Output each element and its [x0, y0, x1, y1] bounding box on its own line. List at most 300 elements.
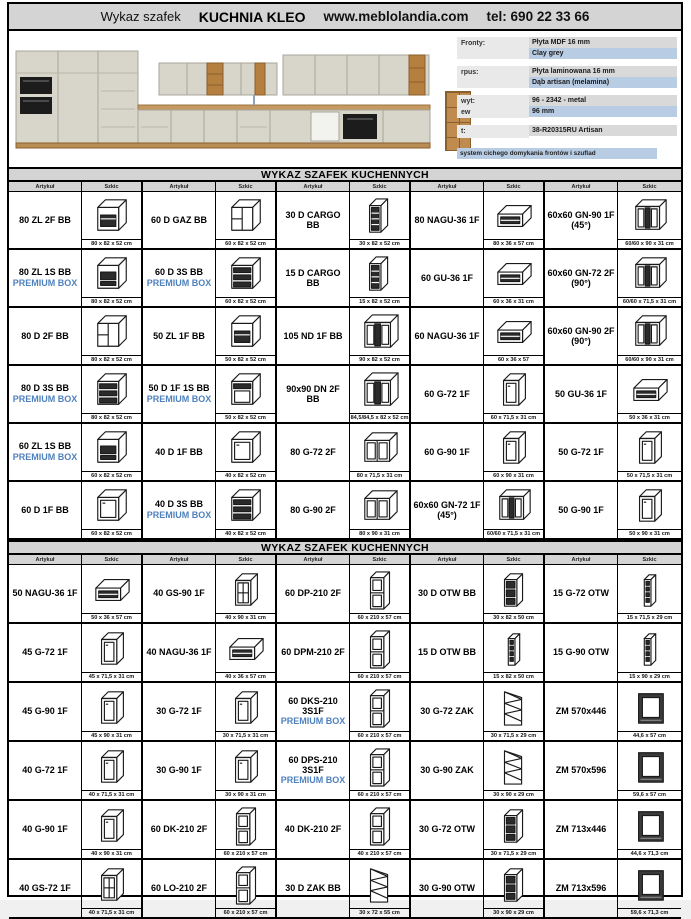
corner-cabinet-icon: [618, 192, 681, 239]
article-cell: [277, 742, 350, 799]
article-cell: [545, 624, 618, 681]
table-row: [9, 801, 681, 860]
top-block: [9, 31, 681, 167]
dimensions-label: 80 x 82 x 52 cm: [82, 297, 141, 306]
article-cell: [545, 250, 618, 306]
dimensions-label: 15 x 82 x 52 cm: [350, 297, 409, 306]
dimensions-label: 30 x 72 x 55 cm: [350, 908, 409, 917]
dimensions-label: 50 x 90 x 31 cm: [618, 529, 681, 538]
article-cell: [411, 192, 484, 248]
section-title: WYKAZ SZAFEK KUCHENNYCH: [9, 540, 681, 555]
article-cell: [143, 860, 216, 917]
article-cell: [277, 192, 350, 248]
article-name: 60 DP-210 2F: [284, 588, 342, 599]
soft-close-note: system cichego domykania frontów i szuflad: [457, 148, 657, 159]
article-name: 40 GS-72 1F: [19, 883, 71, 894]
article-name: 60x60 GN-72 2F (90°): [547, 267, 615, 288]
dimensions-label: 60 x 210 x 57 cm: [216, 849, 275, 858]
website-text: www.meblolandia.com: [323, 9, 469, 24]
dimensions-label: 59,6 x 57 cm: [618, 790, 681, 799]
spec-row-uchwyt: [457, 95, 679, 118]
sketch-cell: [82, 366, 143, 422]
cornerbase-cabinet-icon: [350, 366, 409, 413]
dimensions-label: 59,6 x 71,3 cm: [618, 908, 681, 917]
kitchen-render-image: [11, 33, 451, 165]
wall-cabinet-icon: [618, 482, 681, 529]
premium-box-label: PREMIUM BOX: [146, 509, 212, 520]
corner-cabinet-icon: [484, 482, 543, 529]
column-header-sketch: Szkic: [618, 555, 681, 564]
article-cell: [143, 801, 216, 858]
zak-cabinet-icon: [484, 742, 543, 790]
sketch-cell: [350, 683, 411, 740]
sketch-cell: [350, 308, 411, 364]
article-cell: [9, 366, 82, 422]
glass-cabinet-icon: [82, 860, 141, 908]
low-cabinet-icon: [618, 366, 681, 413]
spec-table: [457, 37, 679, 159]
premium-box-label: PREMIUM BOX: [12, 393, 78, 404]
frame-cabinet-icon: [618, 683, 681, 731]
article-cell: [277, 624, 350, 681]
sketch-cell: [82, 683, 143, 740]
article-name: 15 G-72 OTW: [552, 588, 609, 599]
dimensions-label: 40 x 71,5 x 31 cm: [82, 790, 141, 799]
sketch-cell: [618, 742, 681, 799]
sketch-cell: [82, 801, 143, 858]
premium-box-label: PREMIUM BOX: [146, 277, 212, 288]
article-name: 30 G-90 OTW: [418, 883, 475, 894]
spec-row-korpus: [457, 66, 679, 88]
article-cell: [545, 565, 618, 622]
sketch-cell: [484, 624, 545, 681]
sketch-cell: [350, 565, 411, 622]
tall-cabinet-icon: [350, 742, 409, 790]
article-name: 60 DPM-210 2F: [281, 647, 345, 658]
dimensions-label: 30 x 82 x 50 cm: [484, 613, 543, 622]
sketch-cell: [484, 801, 545, 858]
article-cell: [411, 308, 484, 364]
spec-value: 96 - 2342 - metal: [529, 95, 677, 106]
sketch-cell: [618, 565, 681, 622]
document-header: [9, 4, 681, 31]
otwthin-cabinet-icon: [618, 565, 681, 613]
wall-cabinet-icon: [484, 366, 543, 413]
sink-cabinet-icon: [82, 192, 141, 239]
article-name: 60 DPS-210 3S1F: [288, 754, 338, 776]
sink-cabinet-icon: [216, 308, 275, 355]
dimensions-label: 60 x 210 x 57 cm: [350, 731, 409, 740]
column-header-sketch: Szkic: [618, 182, 681, 191]
article-cell: [277, 683, 350, 740]
article-name: ZM 570x446: [555, 706, 607, 717]
tall-cabinet-icon: [350, 683, 409, 731]
sketch-cell: [484, 192, 545, 248]
dimensions-label: 84,5/84,5 x 82 x 52 cm: [350, 415, 409, 421]
sketch-cell: [350, 366, 411, 422]
sketch-cell: [216, 742, 277, 799]
dimensions-label: 40 x 82 x 52 cm: [216, 529, 275, 538]
article-name: 80 ZL 2F BB: [19, 214, 71, 225]
article-name: 50 G-72 1F: [558, 446, 604, 457]
table-row: [9, 482, 681, 540]
zak-cabinet-icon: [350, 860, 409, 908]
dimensions-label: 30 x 71,5 x 31 cm: [216, 731, 275, 740]
article-cell: [143, 192, 216, 248]
sketch-cell: [350, 192, 411, 248]
base-cabinet-icon: [82, 482, 141, 529]
article-name: 40 NAGU-36 1F: [146, 647, 212, 658]
frame-cabinet-icon: [618, 860, 681, 908]
article-name: 50 GU-36 1F: [554, 388, 608, 399]
dimensions-label: 60 x 82 x 52 cm: [216, 297, 275, 306]
article-cell: [143, 565, 216, 622]
article-name: 80 D 2F BB: [21, 330, 69, 341]
sketch-cell: [618, 424, 681, 480]
column-header-sketch: Szkic: [350, 555, 411, 564]
header-prefix: Wykaz szafek: [100, 9, 181, 24]
sketch-cell: [618, 250, 681, 306]
spec-value: 96 mm: [529, 106, 677, 117]
dimensions-label: 80 x 71,5 x 31 cm: [350, 471, 409, 480]
article-cell: [411, 860, 484, 917]
wall-cabinet-icon: [82, 683, 141, 731]
spec-label: Fronty:: [457, 37, 529, 59]
sketch-cell: [618, 860, 681, 917]
dimensions-label: 30 x 82 x 52 cm: [350, 239, 409, 248]
table-row: [9, 250, 681, 308]
table-row: [9, 366, 681, 424]
dimensions-label: 50 x 82 x 52 cm: [216, 355, 275, 364]
drawers-cabinet-icon: [82, 366, 141, 413]
wall-cabinet-icon: [618, 424, 681, 471]
dimensions-label: 90 x 82 x 52 cm: [350, 355, 409, 364]
wall-cabinet-icon: [216, 742, 275, 790]
spec-value: Płyta laminowana 16 mm: [529, 66, 677, 77]
dimensions-label: 60/60 x 90 x 31 cm: [618, 239, 681, 248]
wall-cabinet-icon: [484, 424, 543, 471]
sketch-cell: [216, 565, 277, 622]
article-cell: [143, 742, 216, 799]
article-name: 80 ZL 1S BB: [18, 267, 72, 278]
article-name: 50 G-90 1F: [558, 504, 604, 515]
dimensions-label: 40 x 36 x 57 cm: [216, 672, 275, 681]
article-cell: [545, 801, 618, 858]
tall-cabinet-icon: [216, 801, 275, 849]
article-name: 60 D GAZ BB: [150, 214, 207, 225]
spec-label: wyt: ew: [457, 95, 529, 118]
sketch-cell: [216, 683, 277, 740]
article-cell: [411, 683, 484, 740]
dimensions-label: 80 x 36 x 57 cm: [484, 239, 543, 248]
column-header-article: Artykuł: [143, 182, 216, 191]
article-cell: [9, 860, 82, 917]
article-cell: [9, 565, 82, 622]
article-cell: [545, 482, 618, 538]
low-cabinet-icon: [484, 308, 543, 355]
column-header-article: Artykuł: [277, 555, 350, 564]
table-row: [9, 683, 681, 742]
article-cell: [411, 250, 484, 306]
article-name: 30 G-90 1F: [156, 765, 202, 776]
article-cell: [277, 565, 350, 622]
sketch-cell: [618, 308, 681, 364]
article-name: 60x60 GN-90 2F (90°): [547, 325, 615, 346]
spec-value: Dąb artisan (melamina): [529, 77, 677, 88]
column-header-sketch: Szkic: [82, 182, 143, 191]
sketch-cell: [484, 250, 545, 306]
dimensions-label: 60 x 82 x 52 cm: [82, 471, 141, 480]
column-header-article: Artykuł: [411, 182, 484, 191]
dimensions-label: 60 x 36 x 31 cm: [484, 297, 543, 306]
otwthin-cabinet-icon: [484, 624, 543, 672]
table-row: [9, 624, 681, 683]
tall-cabinet-icon: [350, 565, 409, 613]
sketch-cell: [484, 742, 545, 799]
sketch-cell: [82, 624, 143, 681]
dimensions-label: 40 x 90 x 31 cm: [82, 849, 141, 858]
sketch-cell: [82, 308, 143, 364]
article-name: 60 NAGU-36 1F: [414, 330, 480, 341]
article-cell: [143, 308, 216, 364]
sketch-cell: [82, 742, 143, 799]
sketch-cell: [484, 308, 545, 364]
article-cell: [545, 860, 618, 917]
sketch-cell: [484, 565, 545, 622]
article-name: 105 ND 1F BB: [283, 330, 343, 341]
article-cell: [143, 250, 216, 306]
phone-text: tel: 690 22 33 66: [486, 9, 590, 24]
cabinet-tables: [9, 167, 681, 919]
article-cell: [9, 742, 82, 799]
column-header-sketch: Szkic: [484, 182, 545, 191]
article-name: 60 ZL 1S BB: [18, 441, 72, 452]
column-header-article: Artykuł: [545, 555, 618, 564]
table-row: [9, 565, 681, 624]
sketch-cell: [82, 860, 143, 917]
article-cell: [143, 366, 216, 422]
article-name: 80 D 3S BB: [20, 383, 70, 394]
article-name: 50 NAGU-36 1F: [12, 588, 78, 599]
table-row: [9, 742, 681, 801]
article-name: 45 G-90 1F: [22, 706, 68, 717]
spec-value: Płyta MDF 16 mm: [529, 37, 677, 48]
article-cell: [411, 801, 484, 858]
otwthin-cabinet-icon: [618, 624, 681, 672]
spec-label: rpus:: [457, 66, 529, 88]
article-name: 50 ZL 1F BB: [153, 330, 205, 341]
article-cell: [277, 366, 350, 422]
article-name: 15 G-90 OTW: [552, 647, 609, 658]
article-name: 30 G-72 OTW: [418, 824, 475, 835]
article-cell: [143, 482, 216, 538]
dimensions-label: 60/60 x 71,5 x 31 cm: [618, 297, 681, 306]
sketch-cell: [618, 482, 681, 538]
table-row: [9, 192, 681, 250]
sketch-cell: [350, 482, 411, 538]
article-name: 60 G-90 1F: [424, 446, 470, 457]
column-header-sketch: Szkic: [216, 555, 277, 564]
dimensions-label: 30 x 71,5 x 29 cm: [484, 731, 543, 740]
sketch-cell: [484, 424, 545, 480]
dimensions-label: 60/60 x 90 x 31 cm: [618, 355, 681, 364]
premium-box-label: PREMIUM BOX: [280, 775, 346, 786]
article-cell: [9, 624, 82, 681]
article-cell: [411, 482, 484, 538]
sketch-cell: [618, 366, 681, 422]
article-name: 40 G-90 1F: [22, 824, 68, 835]
dimensions-label: 30 x 90 x 29 cm: [484, 790, 543, 799]
article-name: 90x90 DN 2F BB: [286, 383, 340, 404]
otw-cabinet-icon: [484, 801, 543, 849]
article-name: 50 D 1F 1S BB: [148, 383, 210, 394]
sketch-cell: [82, 424, 143, 480]
article-cell: [9, 308, 82, 364]
sketch-cell: [216, 366, 277, 422]
sketch-cell: [82, 482, 143, 538]
dimensions-label: 45 x 71,5 x 31 cm: [82, 672, 141, 681]
sketch-cell: [618, 683, 681, 740]
article-cell: [411, 366, 484, 422]
article-cell: [9, 192, 82, 248]
sketch-cell: [216, 482, 277, 538]
article-cell: [277, 860, 350, 917]
drawers-cabinet-icon: [216, 482, 275, 529]
sketch-cell: [484, 366, 545, 422]
premium-box-label: PREMIUM BOX: [280, 716, 346, 727]
dimensions-label: 60 x 210 x 57 cm: [350, 613, 409, 622]
corner-cabinet-icon: [618, 308, 681, 355]
dimensions-label: 80 x 82 x 52 cm: [82, 413, 141, 422]
premium-box-label: PREMIUM BOX: [146, 393, 212, 404]
drawers-cabinet-icon: [216, 250, 275, 297]
article-name: 60 DK-210 2F: [150, 824, 208, 835]
article-name: 60 D 1F BB: [21, 504, 69, 515]
sketch-cell: [350, 742, 411, 799]
column-header-row: [9, 555, 681, 565]
article-cell: [545, 192, 618, 248]
article-cell: [545, 742, 618, 799]
cargo-cabinet-icon: [350, 250, 409, 297]
dimensions-label: 50 x 71,5 x 31 cm: [618, 471, 681, 480]
spec-row-blat: [457, 125, 679, 138]
sketch-cell: [350, 860, 411, 917]
article-name: ZM 713x596: [555, 883, 607, 894]
sketch-cell: [618, 801, 681, 858]
article-name: 60 D 3S BB: [154, 267, 204, 278]
sketch-cell: [618, 192, 681, 248]
dimensions-label: 50 x 82 x 52 cm: [216, 413, 275, 422]
article-name: 30 D OTW BB: [417, 588, 476, 599]
article-name: 30 D CARGO BB: [285, 209, 341, 230]
dimensions-label: 80 x 82 x 52 cm: [82, 239, 141, 248]
article-cell: [143, 683, 216, 740]
dimensions-label: 45 x 90 x 31 cm: [82, 731, 141, 740]
zak-cabinet-icon: [484, 683, 543, 731]
dimensions-label: 40 x 82 x 52 cm: [216, 471, 275, 480]
article-cell: [411, 624, 484, 681]
sketch-cell: [216, 624, 277, 681]
sketch-cell: [350, 250, 411, 306]
column-header-sketch: Szkic: [82, 555, 143, 564]
article-name: 80 G-90 2F: [290, 504, 336, 515]
article-name: 80 G-72 2F: [290, 446, 336, 457]
sketch-cell: [82, 565, 143, 622]
article-name: 40 D 3S BB: [154, 499, 204, 510]
article-cell: [277, 250, 350, 306]
article-cell: [9, 482, 82, 538]
article-name: 40 DK-210 2F: [284, 824, 342, 835]
article-name: 15 D OTW BB: [417, 647, 476, 658]
article-cell: [545, 308, 618, 364]
column-header-article: Artykuł: [9, 555, 82, 564]
column-header-article: Artykuł: [9, 182, 82, 191]
table-row: [9, 308, 681, 366]
column-header-sketch: Szkic: [350, 182, 411, 191]
article-name: 30 G-72 ZAK: [420, 706, 474, 717]
column-header-row: [9, 182, 681, 192]
premium-box-label: PREMIUM BOX: [12, 277, 78, 288]
sketch-cell: [216, 308, 277, 364]
sinkdrw-cabinet-icon: [82, 424, 141, 471]
column-header-sketch: Szkic: [216, 182, 277, 191]
dimensions-label: 30 x 71,5 x 29 cm: [484, 849, 543, 858]
article-cell: [411, 424, 484, 480]
dimensions-label: 60 x 36 x 57: [484, 355, 543, 364]
article-name: 45 G-72 1F: [22, 647, 68, 658]
dimensions-label: 40 x 90 x 31 cm: [216, 613, 275, 622]
dimensions-label: 60 x 90 x 31 cm: [484, 471, 543, 480]
dimensions-label: 50 x 36 x 31 cm: [618, 413, 681, 422]
frame-cabinet-icon: [618, 801, 681, 849]
spec-row-fronty: [457, 37, 679, 59]
article-name: 30 G-72 1F: [156, 706, 202, 717]
article-name: 60 DKS-210 3S1F: [288, 695, 338, 717]
sketch-cell: [350, 624, 411, 681]
article-name: 60 G-72 1F: [424, 388, 470, 399]
dimensions-label: 44,6 x 71,3 cm: [618, 849, 681, 858]
dimensions-label: 15 x 82 x 50 cm: [484, 672, 543, 681]
article-cell: [277, 801, 350, 858]
dimensions-label: 60 x 210 x 57 cm: [350, 790, 409, 799]
article-cell: [9, 250, 82, 306]
spec-value: Clay grey: [529, 48, 677, 59]
article-name: ZM 570x596: [555, 765, 607, 776]
premium-box-label: PREMIUM BOX: [12, 451, 78, 462]
doordrw-cabinet-icon: [216, 366, 275, 413]
article-cell: [9, 801, 82, 858]
dimensions-label: 80 x 90 x 31 cm: [350, 529, 409, 538]
dimensions-label: 80 x 82 x 52 cm: [82, 355, 141, 364]
table-row: [9, 424, 681, 482]
article-name: 30 G-90 ZAK: [420, 765, 474, 776]
sketch-cell: [216, 424, 277, 480]
tall-cabinet-icon: [216, 860, 275, 908]
article-cell: [9, 683, 82, 740]
article-cell: [143, 624, 216, 681]
column-header-article: Artykuł: [143, 555, 216, 564]
low-cabinet-icon: [484, 192, 543, 239]
dimensions-label: 30 x 90 x 31 cm: [216, 790, 275, 799]
otw-cabinet-icon: [484, 860, 543, 908]
sketch-cell: [618, 624, 681, 681]
frame-cabinet-icon: [618, 742, 681, 790]
article-cell: [143, 424, 216, 480]
dimensions-label: 44,6 x 57 cm: [618, 731, 681, 740]
dimensions-label: 60/60 x 71,5 x 31 cm: [484, 529, 543, 538]
wall2-cabinet-icon: [350, 482, 409, 529]
article-name: 40 G-72 1F: [22, 765, 68, 776]
